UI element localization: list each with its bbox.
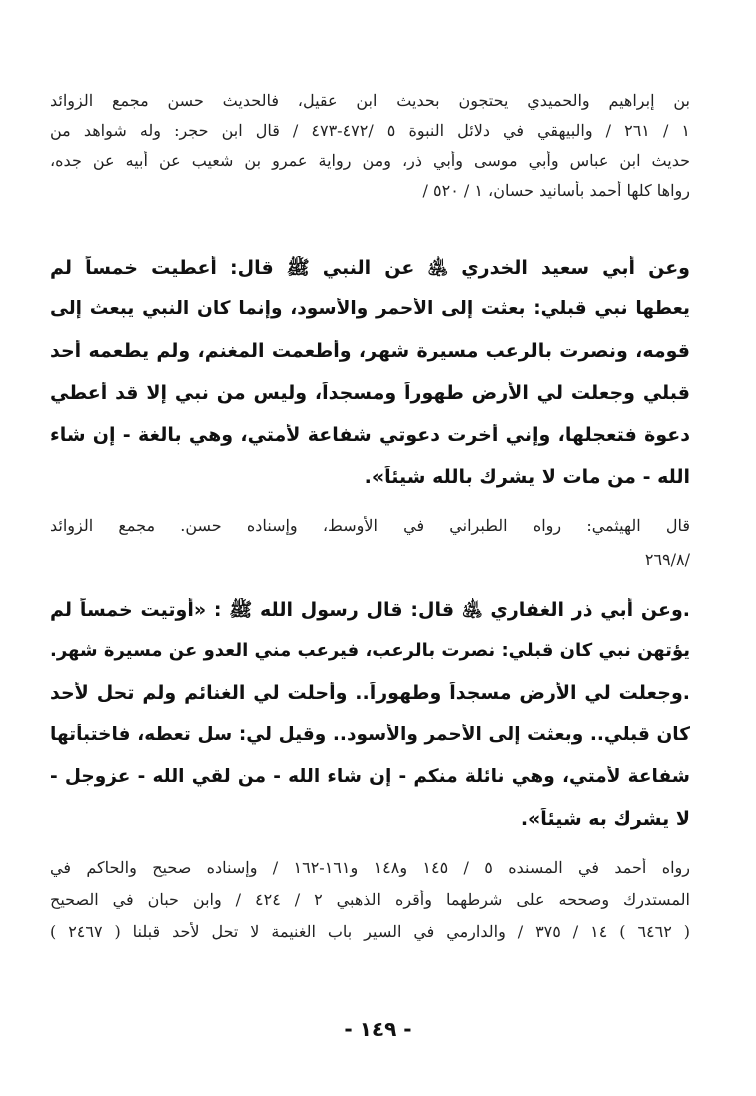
hadith-line: الله - من مات لا يشرك بالله شيئاً». [364, 466, 690, 488]
reference-line: قال الهيثمي: رواه الطبراني في الأوسط، وإسناده حسن. مجمع الزوائد [50, 516, 690, 535]
reference-line: /٢٦٩/٨ [644, 550, 690, 569]
hadith-line: .وجعلت لي الأرض مسجداً وطهوراً.. وأحلت لي الغنائم ولم تحل لأحد [50, 682, 690, 704]
page-number: - ١٤٩ - [344, 1017, 412, 1041]
footnote-line: حديث ابن عباس وأبي موسى وأبي ذر، ومن رواية عمرو بن شعيب عن أبيه عن جده، [50, 151, 690, 170]
reference-line: رواه أحمد في المسنده ٥ / ١٤٥ و١٤٨ و١٦١-١٦٢ / وإسناده صحيح والحاكم في [50, 858, 690, 877]
hadith-line: دعوة فتعجلها، وإني أخرت دعوتي شفاعة لأمتي، وهي بالغة - إن شاء [50, 424, 690, 446]
reference-line: المستدرك وصححه على شرطهما وأقره الذهبي ٢ / ٤٢٤ / وابن حبان في الصحيح [50, 890, 690, 909]
hadith-line: .وعن أبي ذر الغفاري ﵁ قال: قال رسول الله ﷺ : «أوتيت خمساً لم [50, 599, 690, 621]
hadith-line: شفاعة لأمتي، وهي نائلة منكم - إن شاء الله - من لقي الله - عزوجل - [50, 766, 690, 787]
footnote-line: بن إبراهيم والحميدي يحتجون بحديث ابن عقيل، فالحديث حسن مجمع الزوائد [50, 91, 690, 110]
hadith-line: يعطها نبي قبلي: بعثت إلى الأحمر والأسود، وإنما كان النبي يبعث إلى [50, 298, 690, 319]
hadith-line: لا يشرك به شيئاً». [520, 808, 690, 830]
hadith-line: قبلي وجعلت لي الأرض طهوراً ومسجداً، وليس من نبي إلا قد أعطي [50, 382, 690, 404]
hadith-line: وعن أبي سعيد الخدري ﵁ عن النبي ﷺ قال: أعطيت خمساً لم [50, 257, 690, 279]
hadith-line: كان قبلي.. وبعثت إلى الأحمر والأسود.. وقيل لي: سل تعطه، فاختبأتها [50, 724, 690, 745]
hadith-line: قومه، ونصرت بالرعب مسيرة شهر، وأطعمت المغنم، ولم يطعمه أحد [50, 340, 690, 362]
footnote-line: رواها كلها أحمد بأسانيد حسان، ١ / ٥٢٠ / [422, 181, 690, 200]
hadith-line: يؤتهن نبي كان قبلي: نصرت بالرعب، فيرعب مني العدو عن مسيرة شهر. [50, 640, 690, 661]
reference-line: ( ٦٤٦٢ ) ١٤ / ٣٧٥ / والدارمي في السير باب الغنيمة لا تحل لأحد قبلنا ( ٢٤٦٧ ) [50, 922, 690, 941]
footnote-line: ١ / ٢٦١ / والبيهقي في دلائل النبوة ٥ /٤٧٢-٤٧٣ / قال ابن حجر: وله شواهد من [50, 121, 690, 140]
